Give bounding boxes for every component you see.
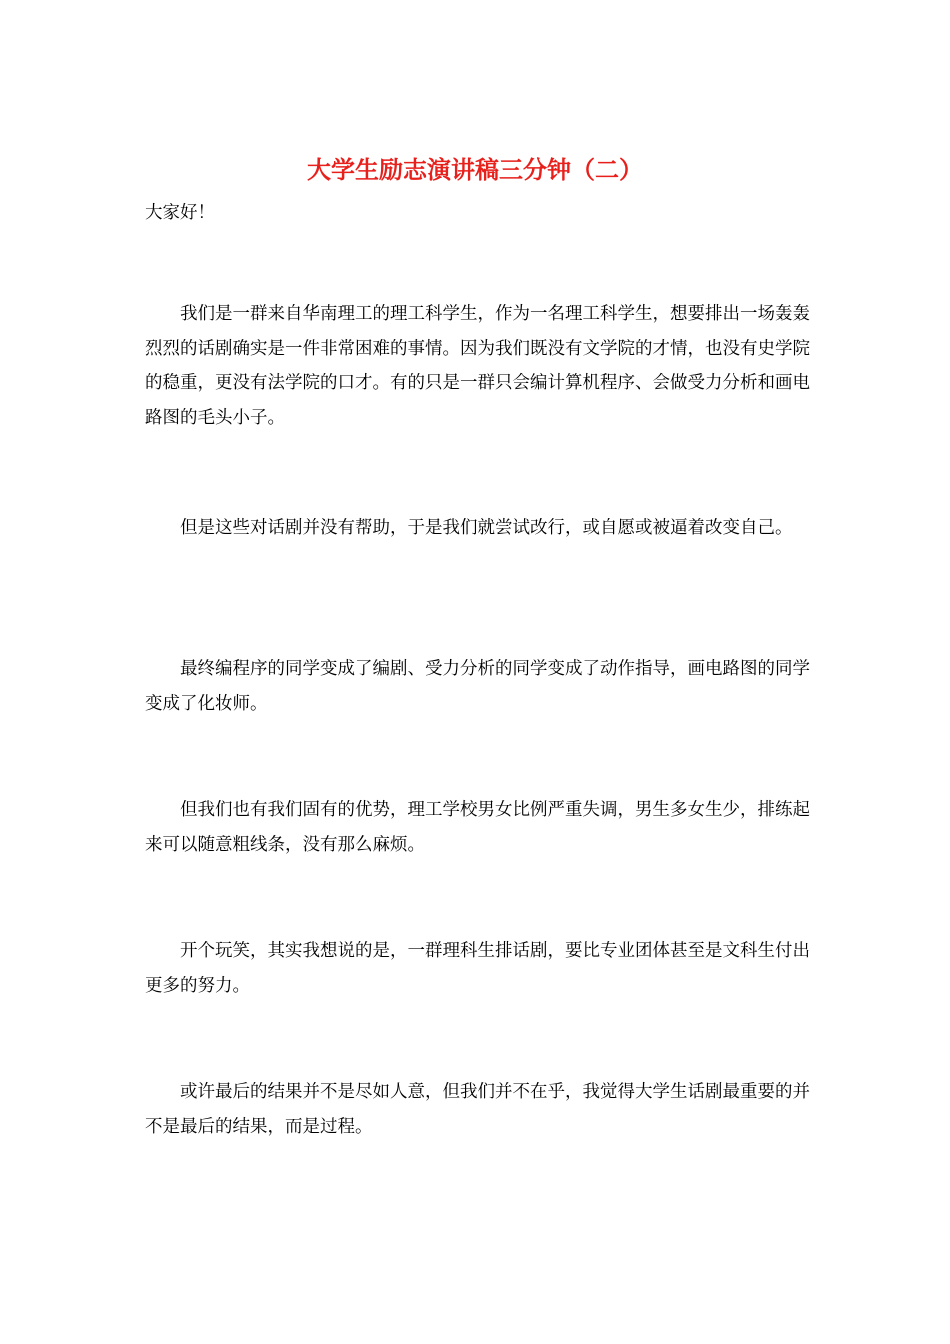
paragraph-6: 或许最后的结果并不是尽如人意，但我们并不在乎，我觉得大学生话剧最重要的并不是最后的结果，而是过程。 <box>145 1082 810 1137</box>
greeting-text: 大家好！ <box>145 203 215 223</box>
paragraph-4: 但我们也有我们固有的优势，理工学校男女比例严重失调，男生多女生少，排练起来可以随意粗线条，没有那么麻烦。 <box>145 800 810 855</box>
document-title: 大学生励志演讲稿三分钟（二） <box>307 155 643 184</box>
paragraph-3: 最终编程序的同学变成了编剧、受力分析的同学变成了动作指导，画电路图的同学变成了化妆师。 <box>145 659 810 714</box>
paragraph-1: 我们是一群来自华南理工的理工科学生，作为一名理工科学生，想要排出一场轰轰烈烈的话剧确实是一件非常困难的事情。因为我们既没有文学院的才情，也没有史学院的稳重，更没有法学院的口才。有的只是一群只会编计算机程序、会做受力分析和画电路图的毛头小子。 <box>145 304 810 428</box>
paragraph-5: 开个玩笑，其实我想说的是，一群理科生排话剧，要比专业团体甚至是文科生付出更多的努力。 <box>145 941 810 996</box>
paragraph-2: 但是这些对话剧并没有帮助，于是我们就尝试改行，或自愿或被逼着改变自己。 <box>180 518 793 538</box>
